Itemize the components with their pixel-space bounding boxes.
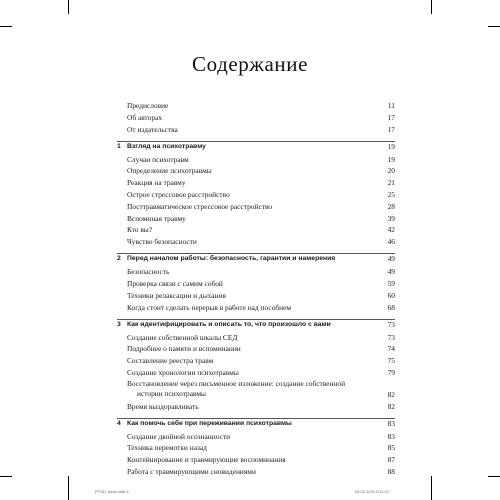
toc-entry-page: 17 — [387, 112, 395, 122]
toc-entry-page: 42 — [387, 225, 395, 235]
chapter-page: 73 — [387, 319, 395, 329]
toc-entry-label: Создание двойной осознанности — [127, 431, 231, 441]
toc-entry — [117, 454, 395, 465]
chapter-heading — [117, 141, 395, 153]
chapter-title: Взгляд на психотравму — [127, 142, 206, 150]
chapter-number: 2 — [117, 255, 121, 263]
chapter-heading — [117, 253, 395, 265]
toc-entry-label: Определение психотравмы — [127, 166, 212, 176]
toc-entry-page: 28 — [387, 201, 395, 211]
toc-entry — [117, 213, 395, 224]
chapter-title: Перед началом работы: безопасность, гарантии и намерения — [127, 255, 336, 263]
table-of-contents — [117, 100, 395, 478]
toc-entry-label: Техника перемотки назад — [127, 443, 207, 453]
toc-entry — [117, 401, 395, 412]
toc-entry-label — [127, 379, 367, 399]
toc-entry — [117, 302, 395, 313]
toc-entry — [117, 466, 395, 477]
toc-entry-page: 11 — [387, 101, 395, 110]
toc-entry — [117, 236, 395, 247]
print-slug-right: 05.02.2021 0:11:21 — [355, 489, 390, 494]
toc-entry — [117, 442, 395, 453]
toc-entry-page: 79 — [387, 367, 395, 377]
toc-entry-label: Случаи психотравм — [127, 154, 189, 164]
toc-entry-label: Время выздоравливать — [127, 401, 199, 411]
toc-entry-page: 73 — [387, 332, 395, 342]
toc-entry-page: 17 — [387, 124, 395, 134]
toc-entry — [117, 124, 395, 135]
toc-entry-label: Посттравматическое стрессовое расстройство — [127, 201, 273, 211]
crop-mark — [431, 476, 432, 500]
toc-entry-page: 39 — [387, 213, 395, 223]
toc-entry-page: 25 — [387, 189, 395, 199]
toc-entry — [117, 278, 395, 289]
toc-entry-page: 83 — [387, 431, 395, 441]
crop-mark — [488, 26, 500, 27]
toc-entry-page: 75 — [387, 356, 395, 366]
print-slug-left: PTSD_book.indb 6 — [95, 489, 129, 494]
crop-mark — [431, 0, 432, 14]
toc-entry-label-text: Восстановление через письменное изложение: создание собственной — [127, 378, 346, 388]
toc-entry — [117, 343, 395, 354]
toc-entry-label: Об авторах — [127, 112, 163, 122]
toc-entry-label: Острое стрессовое расстройство — [127, 189, 230, 199]
toc-entry-page: 82 — [387, 389, 395, 399]
toc-entry — [117, 332, 395, 343]
toc-entry-label: Безопасность — [127, 267, 170, 277]
toc-entry-page: 59 — [387, 278, 395, 288]
toc-entry — [117, 290, 395, 301]
chapter-heading — [117, 319, 395, 331]
toc-entry-label: Контейнирование и травмирующие воспоминания — [127, 455, 286, 465]
toc-entry-page: 85 — [387, 443, 395, 453]
toc-entry — [117, 112, 395, 123]
toc-entry-page: 82 — [387, 401, 395, 411]
toc-entry — [117, 189, 395, 200]
chapter-title: Как идентифицировать и описать то, что произошло с вами — [127, 320, 331, 328]
toc-entry-page: 88 — [387, 466, 395, 476]
toc-entry-label: От издательства — [127, 124, 178, 134]
toc-entry-page: 74 — [387, 344, 395, 354]
crop-mark — [0, 476, 12, 477]
toc-entry-page: 21 — [387, 178, 395, 188]
toc-entry-page: 87 — [387, 455, 395, 465]
toc-entry-page: 20 — [387, 166, 395, 176]
chapter-title: Как помочь себе при переживании психотравмы — [127, 419, 292, 427]
chapter-number: 1 — [117, 142, 121, 150]
crop-mark — [68, 0, 69, 14]
toc-entry — [117, 224, 395, 235]
toc-entry-page: 68 — [387, 302, 395, 312]
chapter-page: 83 — [387, 418, 395, 428]
crop-mark — [0, 26, 12, 27]
toc-entry-label: Чувство безопасности — [127, 237, 197, 247]
toc-entry — [117, 177, 395, 188]
toc-entry-page: 19 — [387, 154, 395, 164]
toc-entry — [117, 355, 395, 366]
crop-mark — [488, 476, 500, 477]
toc-entry-label: Составление реестра травм — [127, 356, 214, 366]
toc-entry — [117, 201, 395, 212]
toc-entry — [117, 266, 395, 277]
toc-entry — [117, 165, 395, 176]
chapter-page: 19 — [387, 141, 395, 151]
toc-entry-label: Создание хронологии психотравмы — [127, 367, 239, 377]
toc-entry-page: 60 — [387, 290, 395, 300]
toc-entry-label: Реакция на травму — [127, 178, 186, 188]
toc-entry — [117, 379, 395, 400]
chapter-number: 4 — [117, 419, 121, 427]
toc-entry-page: 49 — [387, 267, 395, 277]
toc-entry — [117, 431, 395, 442]
toc-entry-label: Когда стоит сделать перерыв в работе над пособием — [127, 302, 292, 312]
toc-entry — [117, 100, 395, 111]
toc-entry-label: Предисловие — [127, 101, 169, 110]
toc-entry — [117, 367, 395, 378]
crop-mark — [68, 476, 69, 500]
toc-entry-label: Подробнее о памяти и вспоминании — [127, 344, 241, 354]
toc-entry-label: Проверка связи с самим собой — [127, 278, 223, 288]
toc-entry-label: Создание собственной шкалы СЕД — [127, 332, 238, 342]
chapter-page: 49 — [387, 254, 395, 264]
toc-entry-label: Вспоминая травму — [127, 213, 186, 223]
chapter-number: 3 — [117, 320, 121, 328]
toc-entry — [117, 154, 395, 165]
toc-entry-label-continuation: истории психотравмы — [137, 388, 207, 398]
page-title: Содержание — [191, 52, 309, 76]
toc-entry-page: 46 — [387, 237, 395, 247]
toc-entry-label: Кто вы? — [127, 225, 153, 235]
toc-entry-label: Работа с травмирующими сновидениями — [127, 466, 256, 476]
chapter-heading — [117, 418, 395, 430]
toc-entry-label: Техники релаксации и дыхания — [127, 290, 226, 300]
